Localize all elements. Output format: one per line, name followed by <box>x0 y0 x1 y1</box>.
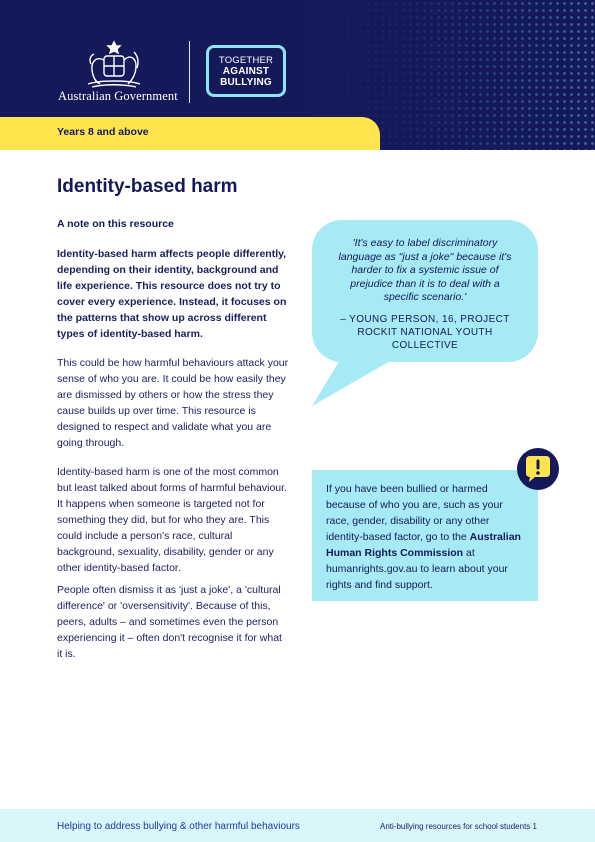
page-footer <box>0 809 595 842</box>
intro-paragraph: Identity-based harm affects people differently, depending on their identity, background and life experience. This resource does not try to cover every experience. Instead, it focuses on the patterns that show up across different types of identity-based harm. <box>57 248 287 340</box>
support-text-before: If you have been bullied or harmed because of who you are, such as your race, gender, disability or any other identity-based factor, go to the <box>326 483 503 543</box>
coat-of-arms-icon <box>82 40 146 90</box>
year-band-label: Years 8 and above <box>57 126 149 138</box>
body-paragraph-3: People often dismiss it as 'just a joke', a 'cultural difference' or 'oversensitivity'. Because of this, peers, adults – and sometimes even the person experiencing it – often don't recognise it for what it is. <box>57 584 282 660</box>
note-heading: A note on this resource <box>57 218 174 230</box>
support-org-name: Australian Human Rights Commission <box>326 531 521 559</box>
quote-text: 'It's easy to label discriminatory language as "just a joke" because it's harder to fix a systemic issue of prejudice than it is to deal with a specific scenario.' <box>338 237 512 303</box>
year-band-banner <box>0 117 380 150</box>
page-title: Identity-based harm <box>57 176 238 197</box>
support-info-text <box>326 481 526 593</box>
quote-bubble-tail <box>312 360 402 410</box>
logo-line-2: AGAINST <box>222 65 270 77</box>
alert-speech-icon <box>517 448 559 490</box>
quote-attribution: – YOUNG PERSON, 16, PROJECT ROCKIT NATIONAL YOUTH COLLECTIVE <box>340 314 510 351</box>
body-paragraph-1: This could be how harmful behaviours attack your sense of who you are. It could be how easily they are dismissed by others or how the stress they cause builds up over time. This resource is designed to respect and validate what you are going through. <box>57 357 289 449</box>
support-text-after: at humanrights.gov.au to learn about your rights and find support. <box>326 547 508 591</box>
header-divider <box>189 41 190 103</box>
footer-tagline: Helping to address bullying & other harmful behaviours <box>57 821 300 832</box>
body-paragraph-2: Identity-based harm is one of the most common but least talked about forms of harmful behaviour. It happens when someone is targeted not for something they did, but for who they are. This could include a person's race, cultural background, sexuality, disability, gender or any other identity-based factor. <box>57 466 287 574</box>
government-name: Australian Government <box>58 89 178 103</box>
together-against-bullying-logo <box>206 45 286 97</box>
footer-page-info: Anti-bullying resources for school students 1 <box>380 822 537 831</box>
logo-line-1: TOGETHER <box>218 54 274 66</box>
logo-line-3: BULLYING <box>220 76 272 88</box>
